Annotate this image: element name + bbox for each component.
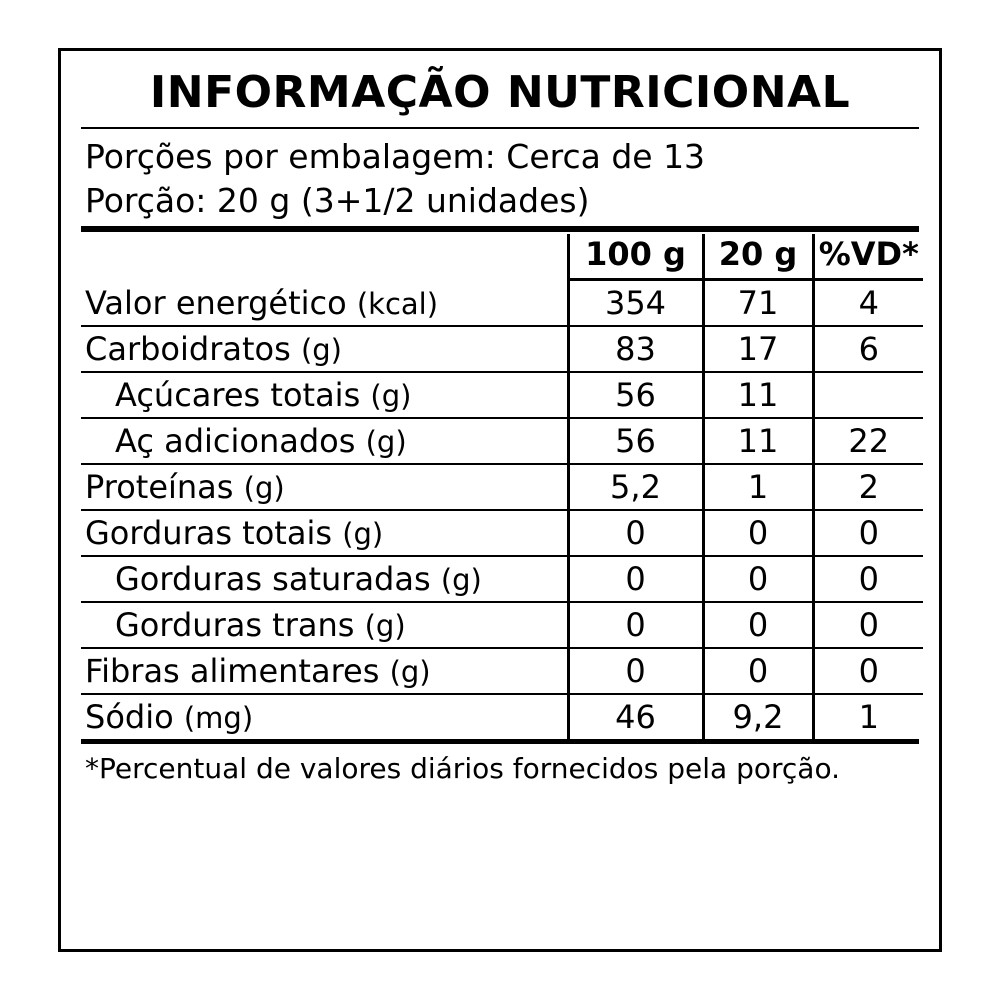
table-row	[81, 326, 923, 372]
row-value-dv: 0	[813, 510, 923, 556]
row-value-portion: 0	[703, 648, 813, 694]
row-value-dv: 22	[813, 418, 923, 464]
table-row	[81, 602, 923, 648]
row-nutrient-name: Proteínas	[85, 468, 234, 507]
table-row	[81, 510, 923, 556]
row-value-portion: 9,2	[703, 694, 813, 739]
row-value-100g: 0	[568, 602, 703, 648]
row-value-100g: 56	[568, 372, 703, 418]
footnote: *Percentual de valores diários fornecidos pela porção.	[85, 752, 840, 786]
nutrition-facts-panel	[58, 48, 942, 952]
row-unit: (g)	[300, 333, 342, 368]
row-value-portion: 0	[703, 556, 813, 602]
row-label	[81, 464, 568, 510]
row-unit: (g)	[365, 425, 407, 460]
row-unit: (g)	[243, 471, 285, 506]
row-nutrient-name: Carboidratos	[85, 330, 291, 369]
row-label	[81, 694, 568, 739]
row-value-100g: 0	[568, 510, 703, 556]
table-row	[81, 556, 923, 602]
row-label	[81, 648, 568, 694]
row-value-portion: 1	[703, 464, 813, 510]
column-header-dv: %VD*	[813, 234, 923, 280]
row-label	[81, 372, 568, 418]
table-row	[81, 648, 923, 694]
row-value-100g: 0	[568, 556, 703, 602]
table-row	[81, 694, 923, 739]
row-nutrient-name: Gorduras saturadas	[115, 560, 431, 599]
row-value-100g: 46	[568, 694, 703, 739]
row-nutrient-name: Gorduras trans	[115, 606, 355, 645]
row-value-dv	[813, 372, 923, 418]
table-row	[81, 280, 923, 327]
row-value-dv: 0	[813, 556, 923, 602]
row-unit: (g)	[342, 517, 384, 552]
column-header-per-portion: 20 g	[703, 234, 813, 280]
table-row	[81, 418, 923, 464]
row-value-portion: 0	[703, 510, 813, 556]
row-value-100g: 56	[568, 418, 703, 464]
column-header-per-100g: 100 g	[568, 234, 703, 280]
table-row	[81, 464, 923, 510]
table-header-row	[81, 234, 923, 280]
row-label	[81, 602, 568, 648]
servings-per-package: Porções por embalagem: Cerca de 13	[85, 137, 706, 177]
servings-divider	[81, 226, 919, 232]
row-unit: (g)	[389, 655, 431, 690]
row-label	[81, 556, 568, 602]
row-value-dv: 0	[813, 602, 923, 648]
row-value-portion: 11	[703, 372, 813, 418]
row-value-portion: 11	[703, 418, 813, 464]
table-head	[81, 234, 923, 280]
row-unit: (g)	[364, 609, 406, 644]
row-value-100g: 5,2	[568, 464, 703, 510]
row-value-dv: 1	[813, 694, 923, 739]
row-unit: (kcal)	[356, 286, 439, 321]
servings-block	[81, 129, 919, 226]
row-unit: (g)	[370, 379, 412, 414]
table-row	[81, 372, 923, 418]
row-value-100g: 354	[568, 280, 703, 327]
row-value-dv: 4	[813, 280, 923, 327]
row-nutrient-name: Gorduras totais	[85, 514, 333, 553]
row-label	[81, 418, 568, 464]
row-value-100g: 0	[568, 648, 703, 694]
row-value-portion: 71	[703, 280, 813, 327]
row-nutrient-name: Fibras alimentares	[85, 652, 380, 691]
row-label	[81, 280, 568, 327]
row-nutrient-name: Valor energético	[85, 283, 347, 322]
nutrition-table	[81, 234, 923, 739]
serving-size: Porção: 20 g (3+1/2 unidades)	[85, 180, 590, 220]
nutrition-facts-content	[81, 63, 919, 939]
row-value-100g: 83	[568, 326, 703, 372]
row-value-portion: 17	[703, 326, 813, 372]
row-value-dv: 2	[813, 464, 923, 510]
row-nutrient-name: Açúcares totais	[115, 376, 361, 415]
row-value-dv: 0	[813, 648, 923, 694]
row-unit: (g)	[440, 563, 482, 598]
row-value-dv: 6	[813, 326, 923, 372]
row-label	[81, 326, 568, 372]
row-label	[81, 510, 568, 556]
row-value-portion: 0	[703, 602, 813, 648]
row-nutrient-name: Aç adicionados	[115, 422, 356, 461]
column-header-nutrient	[81, 234, 568, 280]
page-title: INFORMAÇÃO NUTRICIONAL	[149, 67, 851, 118]
row-nutrient-name: Sódio	[85, 698, 174, 737]
row-unit: (mg)	[183, 701, 254, 736]
table-body	[81, 280, 923, 740]
